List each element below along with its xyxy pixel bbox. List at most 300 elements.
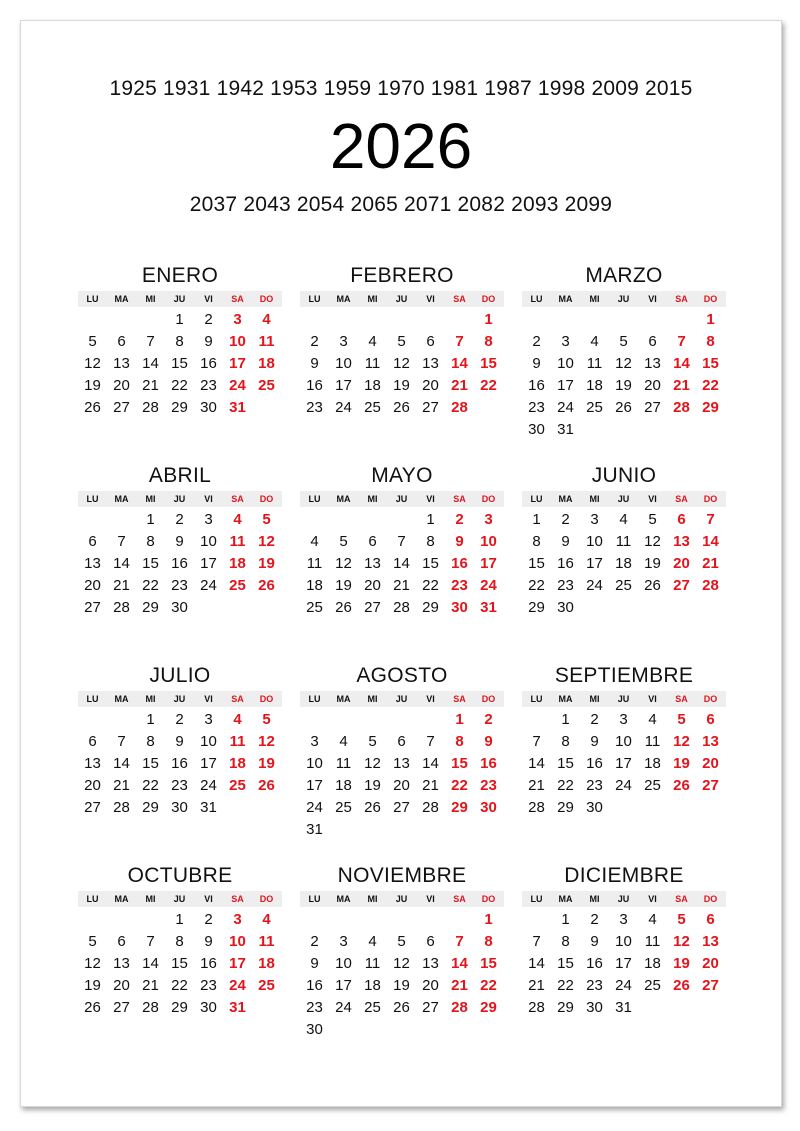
month-diciembre	[522, 862, 726, 1018]
weekday-label: DO	[259, 894, 274, 904]
day-cell: 15	[171, 354, 188, 372]
week-row	[78, 796, 282, 818]
day-cell: 3	[233, 910, 242, 928]
weekday-label: MI	[589, 294, 600, 304]
day-cell: 18	[229, 754, 246, 772]
weekday-label: JU	[173, 694, 186, 704]
week-row	[522, 730, 726, 752]
day-cell: 27	[113, 998, 130, 1016]
week-row	[522, 574, 726, 596]
day-cell: 14	[422, 754, 439, 772]
weekday-label: LU	[308, 494, 321, 504]
day-cell: 12	[393, 954, 410, 972]
day-cell: 28	[422, 798, 439, 816]
day-cell: 12	[258, 732, 275, 750]
day-cell: 26	[335, 598, 352, 616]
weeks	[78, 308, 282, 418]
day-cell: 23	[171, 576, 188, 594]
day-cell: 10	[229, 332, 246, 350]
weekday-label: MA	[114, 494, 129, 504]
day-cell: 6	[706, 910, 715, 928]
weekday-label: DO	[481, 494, 496, 504]
weekday-label: MI	[367, 894, 378, 904]
day-cell: 15	[480, 954, 497, 972]
day-cell: 4	[262, 310, 271, 328]
day-cell: 19	[258, 554, 275, 572]
day-cell: 18	[335, 776, 352, 794]
day-cell: 11	[258, 332, 275, 350]
day-cell: 1	[426, 510, 435, 528]
weekday-header	[522, 691, 726, 707]
day-cell: 20	[422, 976, 439, 994]
weekday-label: MA	[336, 494, 351, 504]
weekday-label: JU	[395, 694, 408, 704]
day-cell: 24	[480, 576, 497, 594]
day-cell: 12	[673, 732, 690, 750]
day-cell: 27	[113, 398, 130, 416]
week-row	[78, 996, 282, 1018]
day-cell: 7	[397, 532, 406, 550]
weekday-label: SA	[675, 294, 688, 304]
day-cell: 13	[84, 754, 101, 772]
day-cell: 3	[233, 310, 242, 328]
calendar-page	[20, 20, 782, 1107]
day-cell: 24	[335, 998, 352, 1016]
day-cell: 8	[146, 732, 155, 750]
week-row	[78, 930, 282, 952]
day-cell: 31	[229, 998, 246, 1016]
day-cell: 12	[258, 532, 275, 550]
week-row	[78, 596, 282, 618]
day-cell: 29	[702, 398, 719, 416]
week-row	[78, 730, 282, 752]
day-cell: 30	[480, 798, 497, 816]
day-cell: 27	[702, 976, 719, 994]
day-cell: 10	[306, 754, 323, 772]
day-cell: 12	[673, 932, 690, 950]
day-cell: 3	[590, 510, 599, 528]
month-name: OCTUBRE	[127, 864, 233, 887]
weekday-header	[522, 891, 726, 907]
weekday-label: SA	[453, 694, 466, 704]
day-cell: 20	[393, 776, 410, 794]
day-cell: 26	[393, 998, 410, 1016]
day-cell: 10	[200, 732, 217, 750]
day-cell: 29	[557, 798, 574, 816]
weekday-label: JU	[617, 894, 630, 904]
day-cell: 6	[88, 532, 97, 550]
day-cell: 4	[368, 932, 377, 950]
day-cell: 3	[204, 510, 213, 528]
day-cell: 28	[113, 598, 130, 616]
day-cell: 20	[702, 954, 719, 972]
day-cell: 30	[200, 998, 217, 1016]
weekday-header	[522, 491, 726, 507]
day-cell: 12	[393, 354, 410, 372]
week-row	[78, 374, 282, 396]
month-enero	[78, 262, 282, 418]
day-cell: 17	[615, 754, 632, 772]
day-cell: 10	[335, 954, 352, 972]
weekday-label: LU	[86, 894, 99, 904]
day-cell: 14	[142, 954, 159, 972]
day-cell: 8	[532, 532, 541, 550]
week-row	[300, 996, 504, 1018]
day-cell: 23	[306, 398, 323, 416]
month-abril	[78, 462, 282, 618]
day-cell: 28	[673, 398, 690, 416]
week-row	[522, 952, 726, 974]
day-cell: 14	[528, 954, 545, 972]
month-agosto	[300, 662, 504, 840]
day-cell: 6	[426, 332, 435, 350]
day-cell: 14	[113, 754, 130, 772]
day-cell: 1	[175, 910, 184, 928]
week-row	[78, 552, 282, 574]
weekday-label: LU	[308, 294, 321, 304]
day-cell: 5	[88, 932, 97, 950]
day-cell: 9	[310, 954, 319, 972]
day-cell: 3	[204, 710, 213, 728]
day-cell: 1	[561, 910, 570, 928]
day-cell: 21	[142, 976, 159, 994]
weeks	[78, 508, 282, 618]
day-cell: 22	[702, 376, 719, 394]
day-cell: 24	[229, 376, 246, 394]
weekday-label: SA	[453, 494, 466, 504]
day-cell: 28	[702, 576, 719, 594]
day-cell: 28	[451, 398, 468, 416]
day-cell: 8	[175, 332, 184, 350]
day-cell: 31	[615, 998, 632, 1016]
day-cell: 23	[451, 576, 468, 594]
day-cell: 8	[484, 932, 493, 950]
day-cell: 25	[258, 976, 275, 994]
week-row	[522, 596, 726, 618]
day-cell: 9	[532, 354, 541, 372]
day-cell: 23	[586, 976, 603, 994]
weekday-header	[522, 291, 726, 307]
day-cell: 4	[310, 532, 319, 550]
day-cell: 2	[532, 332, 541, 350]
day-cell: 23	[528, 398, 545, 416]
day-cell: 24	[335, 398, 352, 416]
weekday-label: MI	[589, 694, 600, 704]
weekday-label: SA	[675, 494, 688, 504]
month-name: MARZO	[585, 264, 663, 287]
week-row	[78, 352, 282, 374]
week-row	[522, 374, 726, 396]
day-cell: 8	[146, 532, 155, 550]
day-cell: 23	[200, 376, 217, 394]
weekday-header	[300, 291, 504, 307]
day-cell: 16	[528, 376, 545, 394]
day-cell: 11	[644, 932, 661, 950]
weekday-label: LU	[308, 894, 321, 904]
day-cell: 9	[175, 532, 184, 550]
day-cell: 3	[619, 910, 628, 928]
day-cell: 7	[146, 332, 155, 350]
day-cell: 17	[586, 554, 603, 572]
day-cell: 24	[615, 776, 632, 794]
week-row	[522, 930, 726, 952]
weekday-label: VI	[648, 894, 657, 904]
month-name: ENERO	[141, 264, 219, 287]
day-cell: 25	[229, 576, 246, 594]
month-name: NOVIEMBRE	[337, 864, 467, 887]
day-cell: 18	[364, 976, 381, 994]
day-cell: 11	[229, 532, 246, 550]
day-cell: 1	[455, 710, 464, 728]
weekday-label: DO	[703, 694, 718, 704]
month-julio	[78, 662, 282, 818]
day-cell: 1	[706, 310, 715, 328]
day-cell: 7	[532, 932, 541, 950]
week-row	[78, 908, 282, 930]
weekday-label: SA	[675, 694, 688, 704]
weekday-label: LU	[530, 494, 543, 504]
day-cell: 13	[422, 354, 439, 372]
weekday-label: DO	[259, 294, 274, 304]
weekday-header	[78, 491, 282, 507]
day-cell: 8	[561, 732, 570, 750]
weekday-label: JU	[617, 494, 630, 504]
day-cell: 9	[204, 932, 213, 950]
day-cell: 7	[426, 732, 435, 750]
day-cell: 21	[113, 576, 130, 594]
day-cell: 19	[615, 376, 632, 394]
day-cell: 13	[113, 954, 130, 972]
day-cell: 23	[480, 776, 497, 794]
day-cell: 5	[677, 910, 686, 928]
day-cell: 5	[339, 532, 348, 550]
day-cell: 26	[258, 776, 275, 794]
week-row	[522, 530, 726, 552]
day-cell: 10	[557, 354, 574, 372]
day-cell: 28	[528, 798, 545, 816]
weekday-label: DO	[259, 694, 274, 704]
weekday-label: VI	[648, 694, 657, 704]
day-cell: 16	[306, 976, 323, 994]
weekday-label: LU	[86, 294, 99, 304]
day-cell: 9	[561, 532, 570, 550]
day-cell: 10	[229, 932, 246, 950]
weekday-label: MA	[336, 294, 351, 304]
day-cell: 6	[648, 332, 657, 350]
day-cell: 15	[557, 754, 574, 772]
day-cell: 30	[586, 998, 603, 1016]
weekday-label: LU	[530, 894, 543, 904]
week-row	[522, 752, 726, 774]
weekday-label: JU	[173, 494, 186, 504]
day-cell: 27	[393, 798, 410, 816]
weekday-label: LU	[530, 294, 543, 304]
day-cell: 24	[615, 976, 632, 994]
day-cell: 17	[335, 376, 352, 394]
day-cell: 8	[455, 732, 464, 750]
week-row	[522, 908, 726, 930]
month-name: JUNIO	[591, 464, 657, 487]
day-cell: 30	[306, 1020, 323, 1038]
day-cell: 8	[561, 932, 570, 950]
week-row	[300, 330, 504, 352]
day-cell: 27	[84, 598, 101, 616]
month-junio	[522, 462, 726, 618]
weekday-label: MI	[367, 494, 378, 504]
day-cell: 22	[422, 576, 439, 594]
day-cell: 4	[619, 510, 628, 528]
day-cell: 17	[200, 754, 217, 772]
day-cell: 24	[586, 576, 603, 594]
weekday-label: DO	[259, 494, 274, 504]
day-cell: 22	[480, 376, 497, 394]
day-cell: 31	[229, 398, 246, 416]
day-cell: 26	[393, 398, 410, 416]
day-cell: 2	[561, 510, 570, 528]
weekday-header	[78, 291, 282, 307]
day-cell: 30	[528, 420, 545, 438]
day-cell: 18	[586, 376, 603, 394]
weekday-label: MA	[336, 694, 351, 704]
day-cell: 31	[306, 820, 323, 838]
weekday-label: MA	[114, 894, 129, 904]
week-row	[78, 396, 282, 418]
day-cell: 4	[339, 732, 348, 750]
day-cell: 6	[88, 732, 97, 750]
weekday-label: MA	[114, 694, 129, 704]
week-row	[522, 708, 726, 730]
day-cell: 8	[706, 332, 715, 350]
day-cell: 29	[528, 598, 545, 616]
day-cell: 1	[484, 310, 493, 328]
day-cell: 16	[200, 354, 217, 372]
day-cell: 16	[480, 754, 497, 772]
week-row	[300, 508, 504, 530]
week-row	[522, 796, 726, 818]
day-cell: 21	[113, 776, 130, 794]
day-cell: 21	[528, 776, 545, 794]
month-octubre	[78, 862, 282, 1018]
day-cell: 21	[528, 976, 545, 994]
day-cell: 10	[335, 354, 352, 372]
day-cell: 9	[455, 532, 464, 550]
day-cell: 23	[200, 976, 217, 994]
day-cell: 31	[480, 598, 497, 616]
day-cell: 23	[557, 576, 574, 594]
day-cell: 13	[644, 354, 661, 372]
day-cell: 16	[586, 754, 603, 772]
month-name: SEPTIEMBRE	[554, 664, 694, 687]
day-cell: 2	[455, 510, 464, 528]
month-marzo	[522, 262, 726, 440]
day-cell: 22	[142, 576, 159, 594]
day-cell: 24	[306, 798, 323, 816]
day-cell: 15	[422, 554, 439, 572]
week-row	[300, 574, 504, 596]
day-cell: 6	[117, 332, 126, 350]
month-name: AGOSTO	[356, 664, 448, 687]
weekday-header	[78, 891, 282, 907]
weekday-label: SA	[231, 694, 244, 704]
day-cell: 5	[397, 932, 406, 950]
month-febrero	[300, 262, 504, 418]
day-cell: 7	[677, 332, 686, 350]
day-cell: 2	[310, 932, 319, 950]
week-row	[300, 974, 504, 996]
weekday-label: MI	[145, 894, 156, 904]
day-cell: 25	[229, 776, 246, 794]
day-cell: 20	[113, 376, 130, 394]
week-row	[522, 996, 726, 1018]
day-cell: 15	[702, 354, 719, 372]
day-cell: 30	[586, 798, 603, 816]
week-row	[300, 596, 504, 618]
day-cell: 17	[229, 354, 246, 372]
day-cell: 28	[451, 998, 468, 1016]
month-name: MAYO	[371, 464, 433, 487]
weekday-label: MA	[114, 294, 129, 304]
weekday-label: SA	[231, 494, 244, 504]
day-cell: 26	[615, 398, 632, 416]
day-cell: 18	[258, 954, 275, 972]
month-name: DICIEMBRE	[564, 864, 684, 887]
weekday-label: VI	[426, 294, 435, 304]
day-cell: 5	[88, 332, 97, 350]
day-cell: 30	[200, 398, 217, 416]
weekday-label: JU	[617, 294, 630, 304]
day-cell: 19	[258, 754, 275, 772]
day-cell: 16	[171, 554, 188, 572]
day-cell: 5	[648, 510, 657, 528]
day-cell: 5	[619, 332, 628, 350]
day-cell: 5	[397, 332, 406, 350]
weeks	[522, 308, 726, 440]
day-cell: 6	[397, 732, 406, 750]
weekday-label: MA	[558, 894, 573, 904]
day-cell: 6	[677, 510, 686, 528]
day-cell: 10	[615, 732, 632, 750]
day-cell: 29	[171, 398, 188, 416]
day-cell: 10	[586, 532, 603, 550]
day-cell: 16	[200, 954, 217, 972]
month-noviembre	[300, 862, 504, 1040]
day-cell: 28	[528, 998, 545, 1016]
day-cell: 21	[702, 554, 719, 572]
day-cell: 11	[306, 554, 323, 572]
day-cell: 20	[84, 576, 101, 594]
day-cell: 14	[113, 554, 130, 572]
week-row	[522, 396, 726, 418]
week-row	[300, 374, 504, 396]
day-cell: 1	[175, 310, 184, 328]
day-cell: 22	[142, 776, 159, 794]
day-cell: 22	[171, 376, 188, 394]
day-cell: 22	[480, 976, 497, 994]
day-cell: 13	[364, 554, 381, 572]
day-cell: 26	[84, 398, 101, 416]
day-cell: 19	[335, 576, 352, 594]
day-cell: 5	[677, 710, 686, 728]
weekday-label: SA	[231, 294, 244, 304]
day-cell: 25	[586, 398, 603, 416]
day-cell: 3	[484, 510, 493, 528]
day-cell: 30	[557, 598, 574, 616]
same-calendar-years-before: 1925 1931 1942 1953 1959 1970 1981 1987 1998 2009 2015	[109, 77, 693, 100]
day-cell: 7	[146, 932, 155, 950]
weeks	[522, 508, 726, 618]
day-cell: 17	[229, 954, 246, 972]
weekday-label: JU	[173, 294, 186, 304]
